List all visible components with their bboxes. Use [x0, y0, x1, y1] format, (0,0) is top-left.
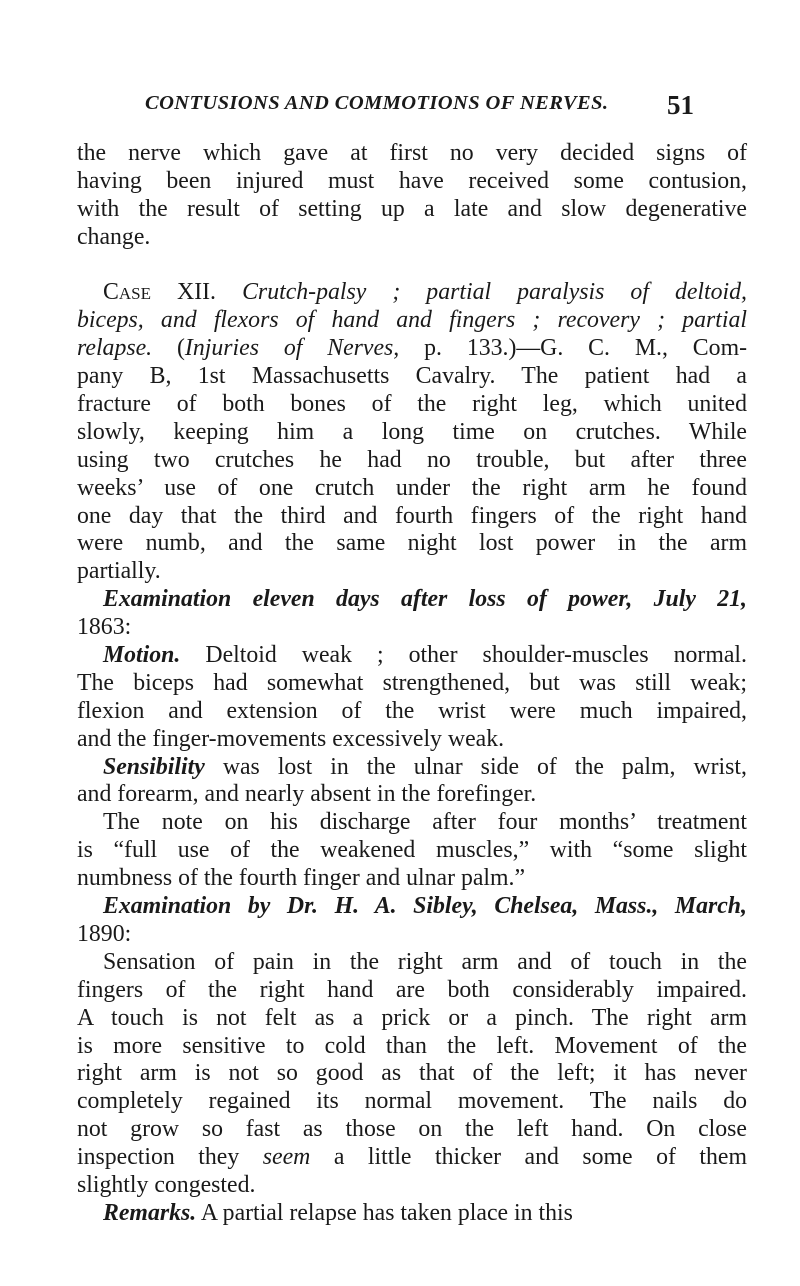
text-line: change. [77, 223, 151, 250]
sensibility-label: Sensibility [103, 753, 205, 780]
text-line: and the finger-movements excessively weak. [77, 725, 505, 752]
text-line: having been injured must have received some contusion, [77, 167, 747, 194]
citation: Injuries of Nerves, [184, 335, 400, 362]
text-line [77, 586, 747, 614]
text-line [77, 1200, 747, 1228]
text-line: A touch is not felt as a prick or a pinch. The right arm [77, 1004, 747, 1031]
text-line: right arm is not so good as that of the left; it has never [77, 1060, 747, 1087]
text-line: The biceps had somewhat strengthened, but was still weak; [77, 669, 747, 696]
text-span: p. 133.)—G. C. M., Com- [399, 335, 748, 362]
text-line: is “full use of the weakened muscles,” with “some slight [77, 837, 747, 864]
running-header [145, 92, 745, 128]
text-line: The note on his discharge after four months’ treatment [103, 809, 747, 836]
emphasis: seem [262, 1144, 311, 1171]
text-span: inspection they [77, 1144, 263, 1171]
text-line: not grow so fast as those on the left hand. On close [77, 1116, 747, 1143]
page-body-text [77, 140, 747, 1228]
text-span: A partial relapse has taken place in this [196, 1199, 573, 1226]
text-line: numbness of the fourth finger and ulnar palm.” [77, 865, 526, 892]
page-number: 51 [667, 90, 694, 120]
text-line [77, 893, 747, 921]
text-line: partially. [77, 558, 161, 585]
text-line: flexion and extension of the wrist were much impaired, [77, 697, 747, 724]
text-span: a little thicker and some of them [310, 1144, 747, 1171]
text-line: Sensation of pain in the right arm and of touch in the [103, 948, 747, 975]
case-title-cont: biceps, and flexors of hand and fingers ; recovery ; partial [77, 307, 747, 334]
text-line: and forearm, and nearly absent in the forefinger. [77, 781, 537, 808]
text-line [77, 642, 747, 670]
text-line: 1863: [77, 614, 132, 641]
examination-heading: Examination eleven days after loss of power, July 21, [103, 586, 747, 613]
remarks-label: Remarks. [103, 1199, 197, 1226]
text-line: fracture of both bones of the right leg, which united [77, 391, 747, 418]
text-line: the nerve which gave at first no very decided signs of [77, 140, 747, 166]
text-line: fingers of the right hand are both considerably impaired. [77, 976, 747, 1003]
running-title: CONTUSIONS AND COMMOTIONS OF NERVES. [145, 92, 609, 114]
text-span: relapse. [77, 335, 153, 362]
text-line [77, 252, 747, 280]
text-span: Deltoid weak ; other shoulder-muscles normal. [180, 642, 747, 669]
text-line [77, 335, 747, 363]
text-line: pany B, 1st Massachusetts Cavalry. The patient had a [77, 363, 747, 390]
text-span: was lost in the ulnar side of the palm, wrist, [204, 753, 747, 780]
text-line: is more sensitive to cold than the left. Movement of the [77, 1032, 747, 1059]
motion-label: Motion. [103, 642, 181, 669]
text-line: slowly, keeping him a long time on crutches. While [77, 418, 747, 445]
text-line [77, 754, 747, 782]
text-line: using two crutches he had no trouble, but after three [77, 446, 747, 473]
text-line: 1890: [77, 920, 132, 947]
text-line [77, 1144, 747, 1172]
text-line: slightly congested. [77, 1171, 256, 1198]
text-span: ( [152, 335, 185, 362]
text-line [77, 307, 747, 335]
examination-heading: Examination by Dr. H. A. Sibley, Chelsea, Mass., March, [103, 893, 747, 920]
text-line: completely regained its normal movement. The nails do [77, 1088, 747, 1115]
text-line [77, 279, 747, 307]
text-line: with the result of setting up a late and slow degenerative [77, 195, 747, 222]
text-line: one day that the third and fourth fingers of the right hand [77, 502, 747, 529]
text-line: were numb, and the same night lost power in the arm [77, 530, 747, 557]
text-line: weeks’ use of one crutch under the right arm he found [77, 474, 747, 501]
case-title: Crutch-palsy ; partial paralysis of deltoid, [242, 279, 748, 306]
case-label: Case XII. [103, 279, 217, 306]
